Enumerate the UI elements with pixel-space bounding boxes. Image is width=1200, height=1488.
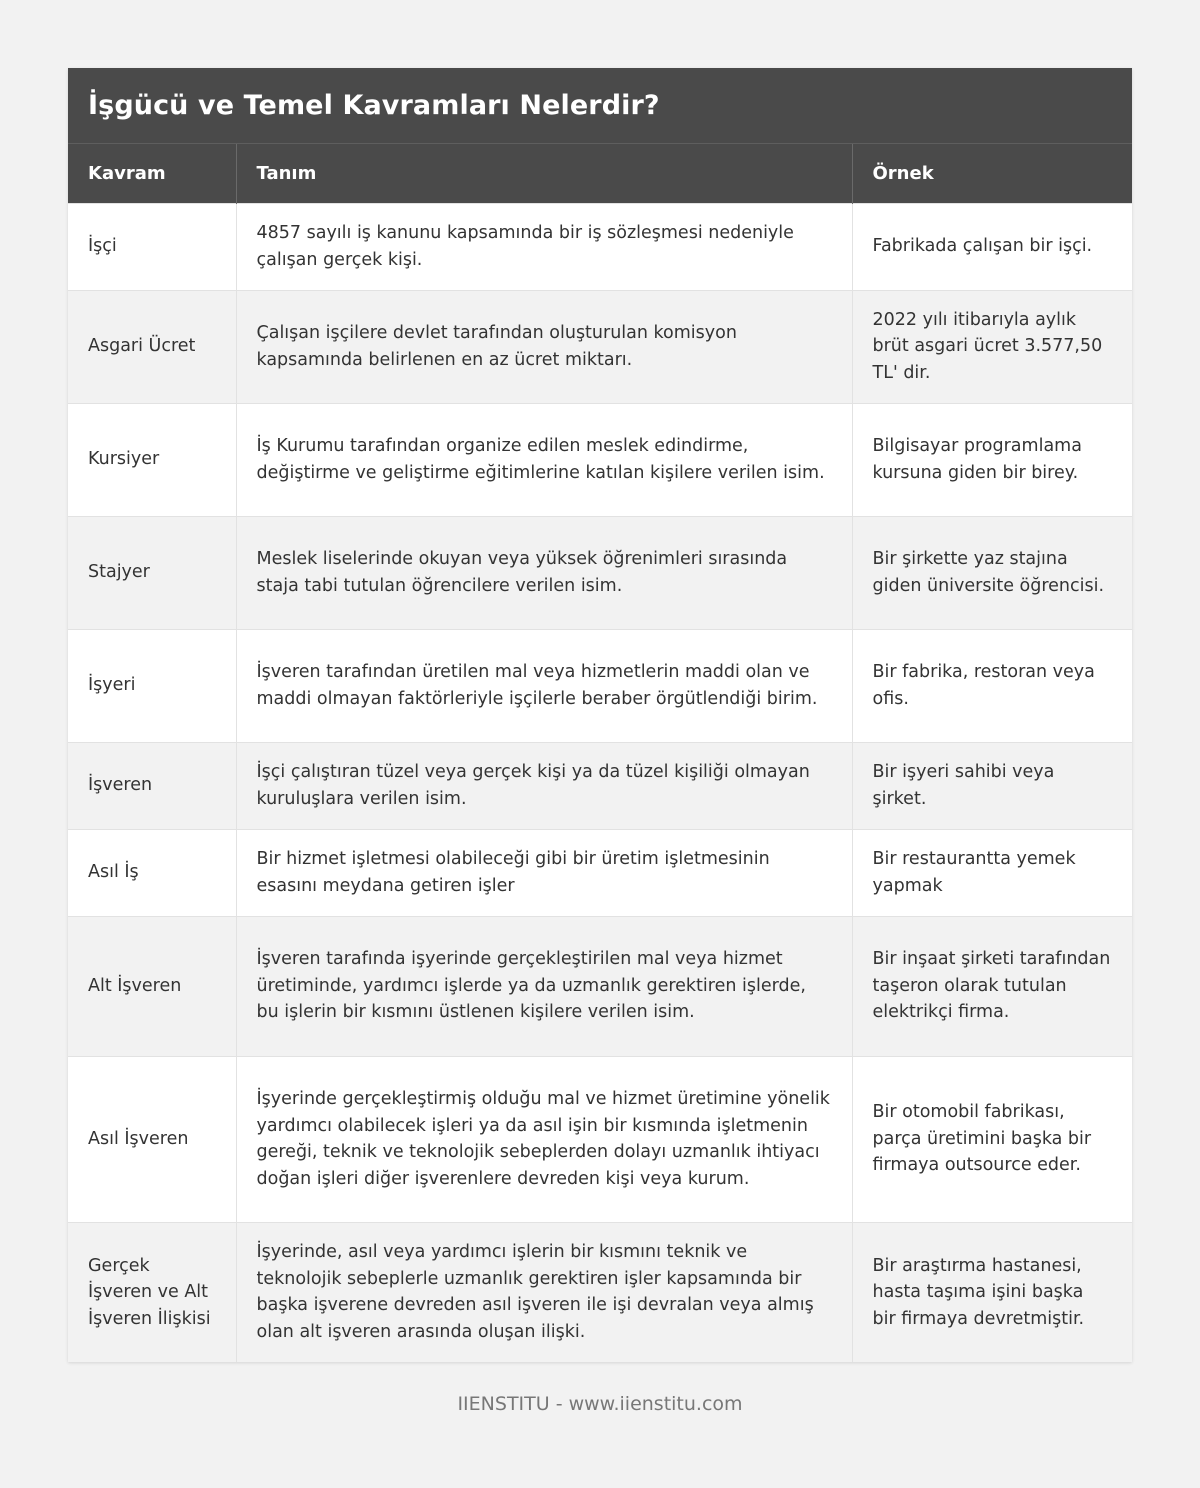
cell-tanim: İşveren tarafında işyerinde gerçekleştirilen mal veya hizmet üretiminde, yardımcı işlerde ya da uzmanlık gerektiren işlerde, bu işlerin bir kısmını üstlenen kişilere verilen isim. — [236, 916, 852, 1056]
table-header — [68, 144, 1132, 203]
cell-tanim: Bir hizmet işletmesi olabileceği gibi bir üretim işletmesinin esasını meydana getiren işler — [236, 829, 852, 916]
table-row — [68, 1056, 1132, 1222]
cell-kavram: Kursiyer — [68, 403, 236, 516]
table-row — [68, 916, 1132, 1056]
cell-tanim: İşyerinde, asıl veya yardımcı işlerin bir kısmını teknik ve teknolojik sebeplerle uzmanlık gerektiren işler kapsamında bir başka işverene devreden asıl işveren ile işi devralan veya almış olan alt işveren arasında oluşan ilişki. — [236, 1222, 852, 1362]
table-row — [68, 403, 1132, 516]
page-title: İşgücü ve Temel Kavramları Nelerdir? — [88, 90, 660, 121]
cell-kavram: Alt İşveren — [68, 916, 236, 1056]
cell-kavram: Gerçek İşveren ve Alt İşveren İlişkisi — [68, 1222, 236, 1362]
cell-kavram: Asgari Ücret — [68, 290, 236, 403]
cell-ornek: Bilgisayar programlama kursuna giden bir birey. — [852, 403, 1132, 516]
concepts-card — [68, 68, 1132, 1362]
table-row — [68, 1222, 1132, 1362]
table-row — [68, 629, 1132, 742]
cell-tanim: İşçi çalıştıran tüzel veya gerçek kişi ya da tüzel kişiliği olmayan kuruluşlara verilen isim. — [236, 742, 852, 829]
header-row — [68, 144, 1132, 203]
cell-tanim: İşyerinde gerçekleştirmiş olduğu mal ve hizmet üretimine yönelik yardımcı olabilecek işleri ya da asıl işin bir kısmında işletmenin gereği, teknik ve teknolojik sebeplerden dolayı uzmanlık ihtiyacı doğan işleri diğer işverenlere devreden kişi veya kurum. — [236, 1056, 852, 1222]
cell-ornek: Bir işyeri sahibi veya şirket. — [852, 742, 1132, 829]
column-header-tanim: Tanım — [236, 144, 852, 203]
title-bar — [68, 68, 1132, 144]
cell-kavram: Stajyer — [68, 516, 236, 629]
cell-ornek: Bir şirkette yaz stajına giden üniversite öğrencisi. — [852, 516, 1132, 629]
table-row — [68, 742, 1132, 829]
column-header-kavram: Kavram — [68, 144, 236, 203]
table-body — [68, 203, 1132, 1362]
cell-tanim: İşveren tarafından üretilen mal veya hizmetlerin maddi olan ve maddi olmayan faktörleriyle işçilerle beraber örgütlendiği birim. — [236, 629, 852, 742]
table-row — [68, 290, 1132, 403]
cell-kavram: İşyeri — [68, 629, 236, 742]
cell-tanim: Meslek liselerinde okuyan veya yüksek öğrenimleri sırasında staja tabi tutulan öğrencilere verilen isim. — [236, 516, 852, 629]
table-row — [68, 203, 1132, 290]
cell-tanim: 4857 sayılı iş kanunu kapsamında bir iş sözleşmesi nedeniyle çalışan gerçek kişi. — [236, 203, 852, 290]
cell-ornek: Bir inşaat şirketi tarafından taşeron olarak tutulan elektrikçi firma. — [852, 916, 1132, 1056]
cell-kavram: Asıl İş — [68, 829, 236, 916]
cell-ornek: Fabrikada çalışan bir işçi. — [852, 203, 1132, 290]
cell-ornek: Bir fabrika, restoran veya ofis. — [852, 629, 1132, 742]
cell-kavram: İşveren — [68, 742, 236, 829]
cell-ornek: Bir restaurantta yemek yapmak — [852, 829, 1132, 916]
footer-credit: IIENSTITU - www.iienstitu.com — [457, 1393, 743, 1415]
cell-ornek: Bir otomobil fabrikası, parça üretimini başka bir firmaya outsource eder. — [852, 1056, 1132, 1222]
cell-ornek: Bir araştırma hastanesi, hasta taşıma işini başka bir firmaya devretmiştir. — [852, 1222, 1132, 1362]
cell-tanim: Çalışan işçilere devlet tarafından oluşturulan komisyon kapsamında belirlenen en az ücret miktarı. — [236, 290, 852, 403]
table-row — [68, 829, 1132, 916]
table-row — [68, 516, 1132, 629]
cell-ornek: 2022 yılı itibarıyla aylık brüt asgari ücret 3.577,50 TL' dir. — [852, 290, 1132, 403]
cell-tanim: İş Kurumu tarafından organize edilen meslek edindirme, değiştirme ve geliştirme eğitimlerine katılan kişilere verilen isim. — [236, 403, 852, 516]
concepts-table — [68, 144, 1132, 1362]
cell-kavram: İşçi — [68, 203, 236, 290]
column-header-ornek: Örnek — [852, 144, 1132, 203]
cell-kavram: Asıl İşveren — [68, 1056, 236, 1222]
